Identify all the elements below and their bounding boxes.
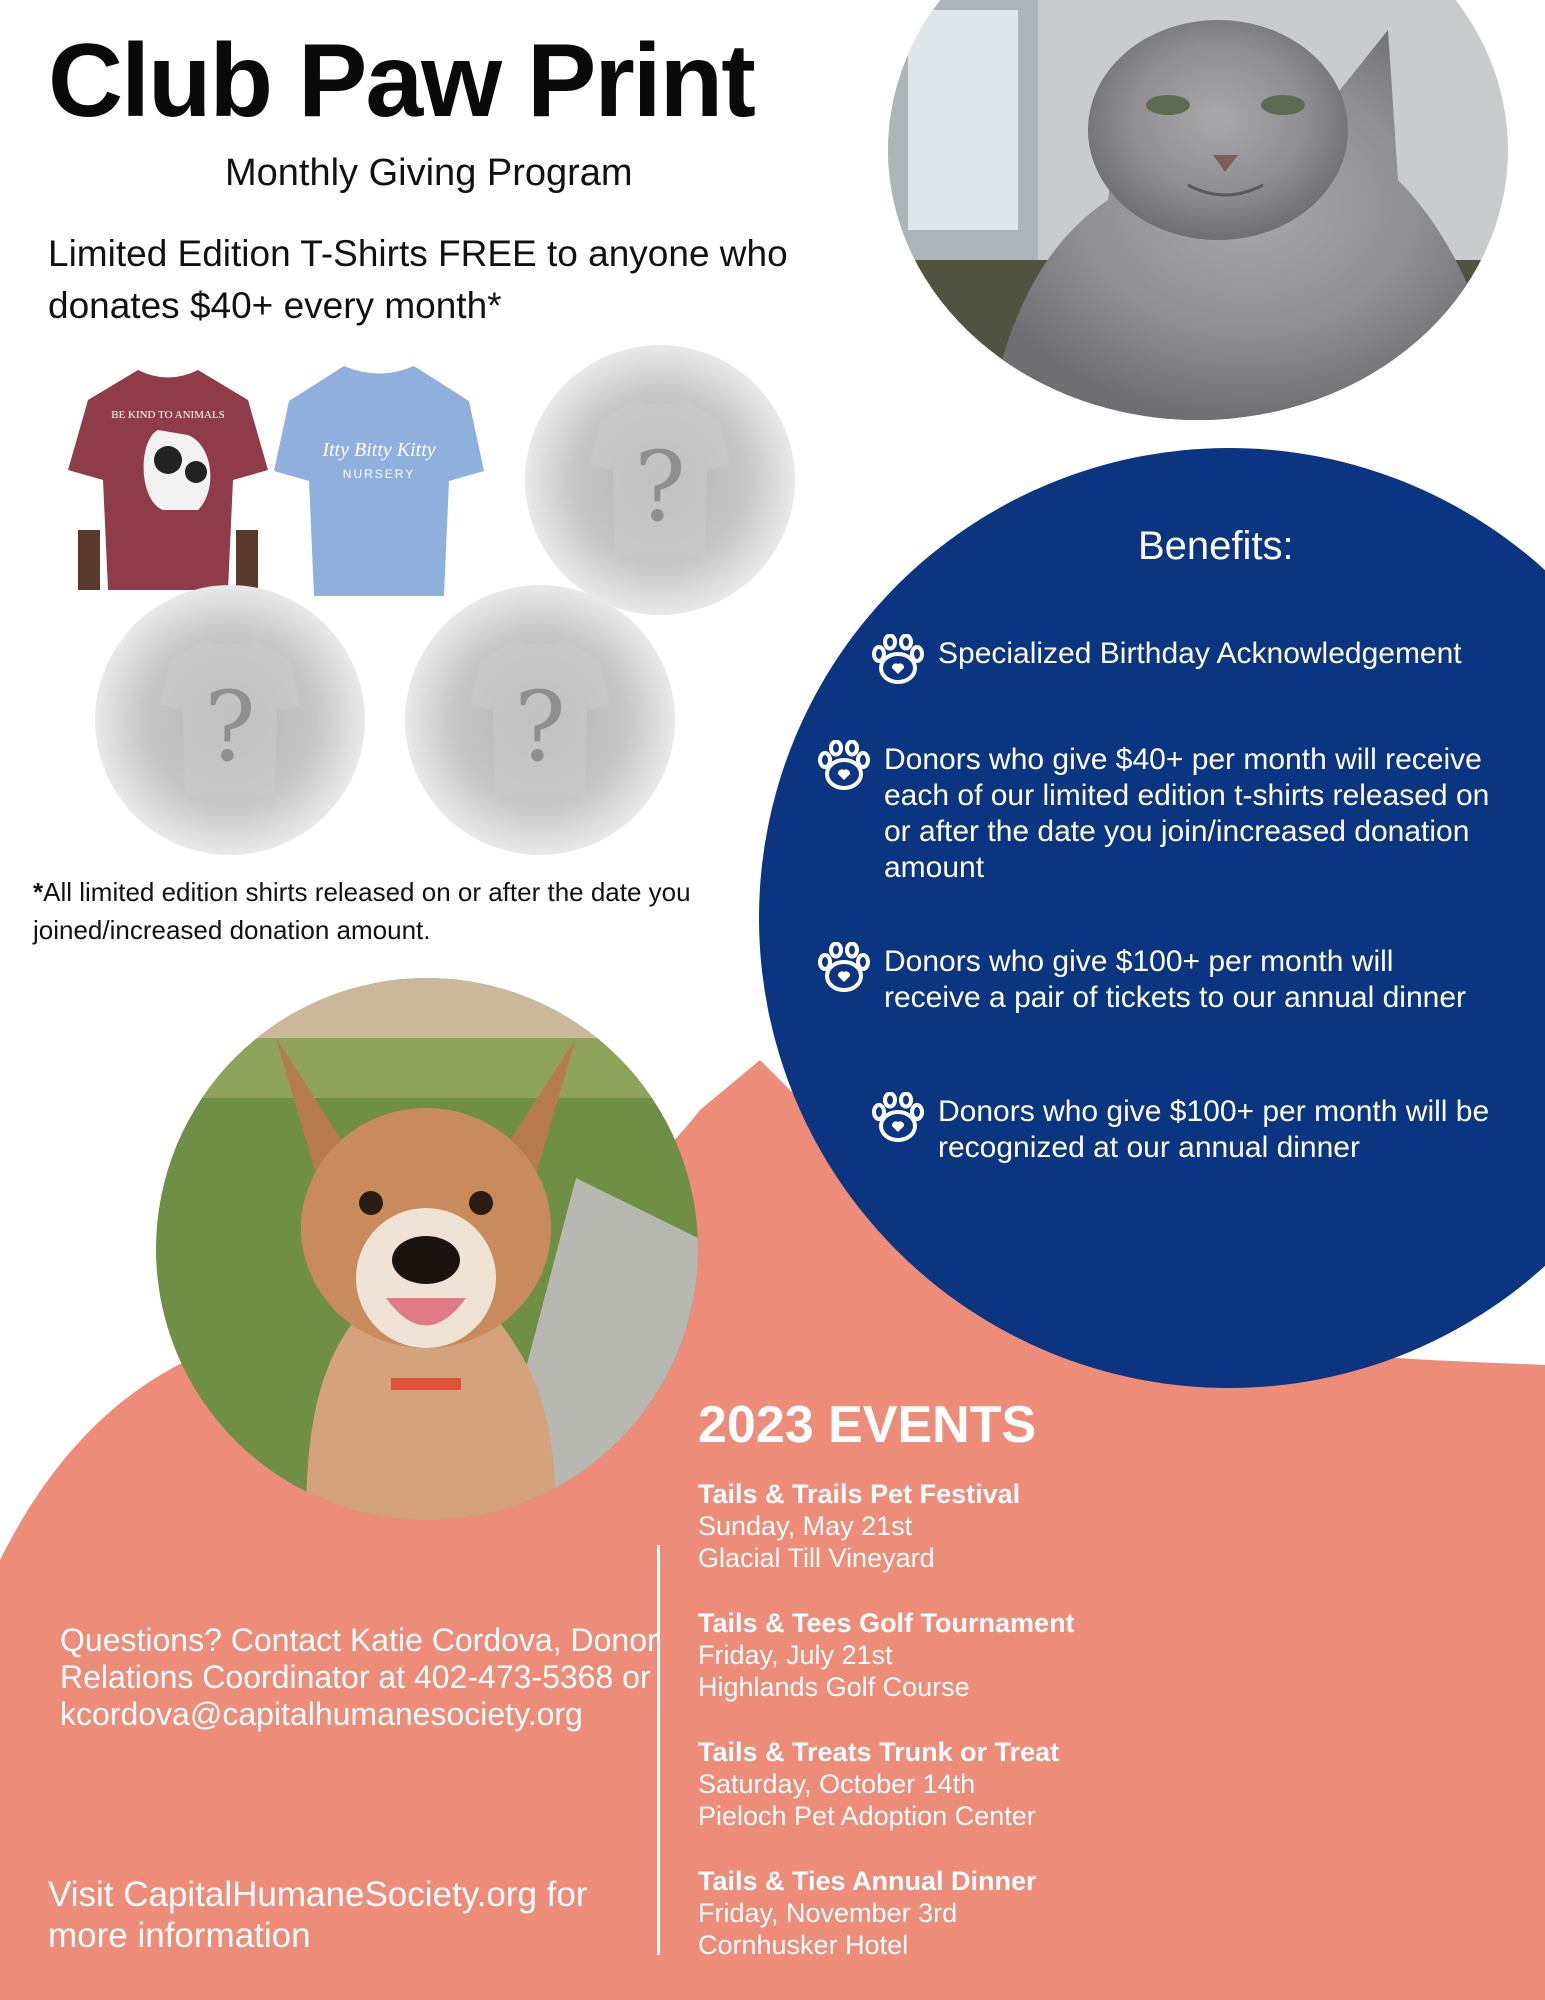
paw-icon — [870, 634, 926, 686]
page-subtitle: Monthly Giving Program — [225, 152, 633, 194]
paw-icon — [870, 1092, 926, 1144]
page-title: Club Paw Print — [48, 23, 754, 139]
shirt-itty-bitty-kitty — [274, 356, 484, 596]
benefit-item — [816, 944, 1466, 1016]
benefits-circle — [752, 448, 1545, 1388]
mystery-shirt-1 — [525, 345, 795, 615]
benefit-item — [870, 1094, 1510, 1166]
shirt-be-kind — [68, 360, 268, 590]
event-item — [698, 1478, 1020, 1574]
event-name: Tails & Tees Golf Tournament — [698, 1608, 1075, 1638]
event-date: Friday, July 21st — [698, 1640, 893, 1670]
event-venue: Pieloch Pet Adoption Center — [698, 1801, 1036, 1831]
event-item — [698, 1607, 1075, 1703]
mystery-shirt-3 — [405, 585, 675, 855]
shirt-kitty-text: Itty Bitty Kitty — [322, 439, 436, 461]
mystery-mark-3: ? — [514, 671, 566, 783]
benefit-item — [870, 636, 1510, 686]
event-item — [698, 1865, 1037, 1961]
paw-icon — [816, 942, 872, 994]
events-divider — [657, 1545, 660, 1955]
benefit-text: Donors who give $40+ per month will receive each of our limited edition t-shirts released on or after the date you join/increased donation amount — [884, 743, 1490, 884]
events-title: 2023 EVENTS — [698, 1396, 1037, 1454]
footnote-asterisk: * — [33, 877, 44, 907]
visit-website: Visit CapitalHumaneSociety.org for more information — [48, 1875, 588, 1955]
benefit-text: Donors who give $100+ per month will be recognized at our annual dinner — [938, 1095, 1490, 1164]
benefit-item — [816, 742, 1506, 886]
benefits-title: Benefits: — [1138, 524, 1294, 568]
mystery-shirt-2 — [95, 585, 365, 855]
mystery-mark-1: ? — [634, 431, 686, 543]
contact-info: Questions? Contact Katie Cordova, Donor Relations Coordinator at 402-473-5368 or kcordova@capitalhumanesociety.org — [60, 1622, 658, 1732]
footnote-text: All limited edition shirts released on or after the date you joined/increased donation amount. — [33, 877, 691, 945]
event-item — [698, 1736, 1059, 1832]
event-date: Friday, November 3rd — [698, 1898, 958, 1928]
event-date: Sunday, May 21st — [698, 1511, 913, 1541]
event-name: Tails & Treats Trunk or Treat — [698, 1737, 1060, 1767]
event-name: Tails & Trails Pet Festival — [698, 1479, 1021, 1509]
event-date: Saturday, October 14th — [698, 1769, 976, 1799]
event-venue: Highlands Golf Course — [698, 1672, 970, 1702]
benefit-text: Donors who give $100+ per month will receive a pair of tickets to our annual dinner — [884, 945, 1466, 1014]
event-name: Tails & Ties Annual Dinner — [698, 1866, 1037, 1896]
shirt-kitty-sub: NURSERY — [342, 467, 416, 481]
dog-photo — [156, 978, 698, 1520]
event-venue: Cornhusker Hotel — [698, 1930, 909, 1960]
event-venue: Glacial Till Vineyard — [698, 1543, 935, 1573]
paw-icon — [816, 740, 872, 792]
benefit-text: Specialized Birthday Acknowledgement — [938, 637, 1462, 670]
mystery-mark-2: ? — [204, 671, 256, 783]
footnote — [33, 873, 713, 949]
tshirt-offer: Limited Edition T-Shirts FREE to anyone who donates $40+ every month* — [48, 233, 788, 326]
shirt-be-kind-text: BE KIND TO ANIMALS — [111, 409, 225, 421]
